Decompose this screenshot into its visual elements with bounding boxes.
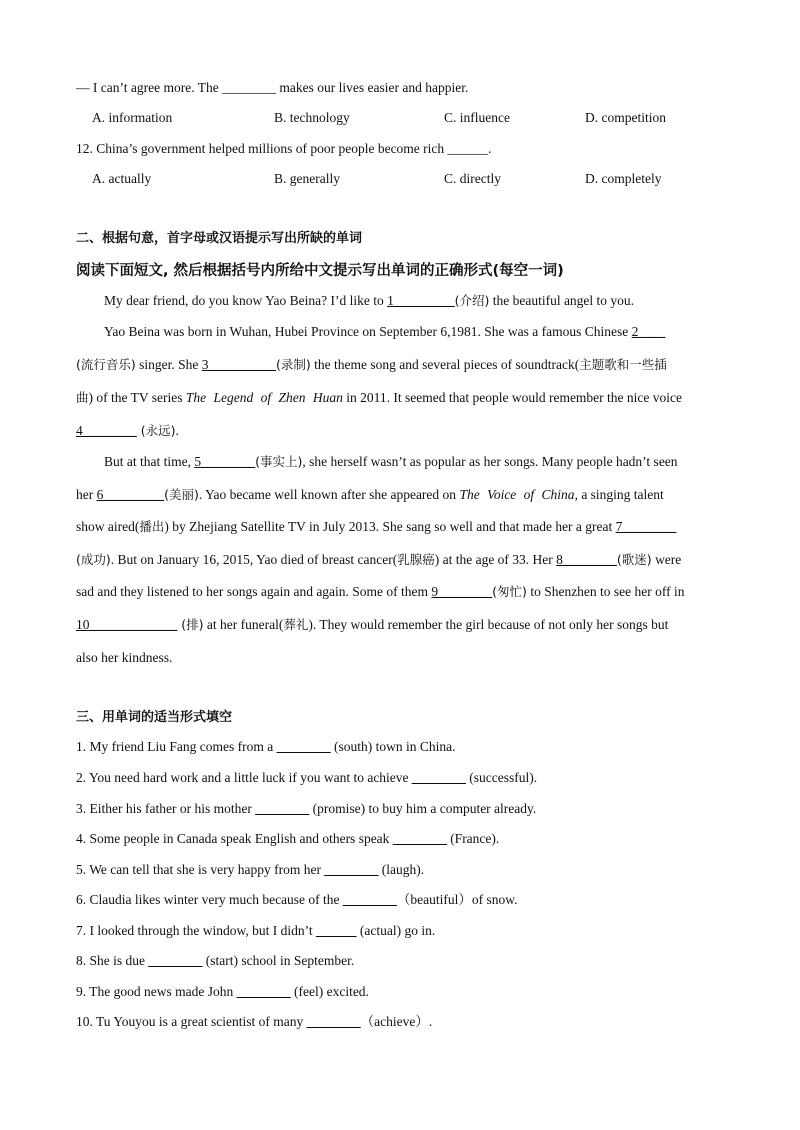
q12-option-a: A. actually [92,171,152,186]
item-hint: (actual) go in. [356,923,436,938]
hint-3c: 曲 [76,390,89,405]
item-blank[interactable]: ________ [411,770,466,785]
exercise-item-8 [76,952,354,970]
q11-option-c: C. influence [444,110,510,125]
passage-line-11 [76,616,668,634]
item-hint: (start) school in September. [202,953,355,968]
passage-text: . But on January 16, 2015, Yao died of breast cancer( [110,552,398,567]
passage-text: the theme song and several pieces of soundtrack( [310,357,580,372]
item-blank[interactable]: ________ [392,831,447,846]
passage-text: But at that time, [104,454,195,469]
item-prompt: 7. I looked through the window, but I didn’t [76,923,316,938]
hint-5: (事实上) [255,454,303,469]
item-hint: (France). [446,831,500,846]
q12-option-d: D. completely [585,171,662,186]
passage-text: ). They would remember the girl because of not only her songs but [308,617,669,632]
q11-option-d: D. competition [585,110,666,125]
q11-option-a: A. information [92,110,173,125]
item-hint: (south) town in China. [330,739,456,754]
item-blank[interactable]: ________ [236,984,291,999]
item-prompt: 10. Tu Youyou is a great scientist of many [76,1014,307,1029]
section2-subheading: 阅读下面短文, 然后根据括号内所给中文提示写出单词的正确形式(每空一词) [76,263,564,279]
passage-text: in 2011. It seemed that people would remember the nice voice [342,390,683,405]
item-hint: (laugh). [378,862,425,877]
exercise-item-9 [76,983,369,1001]
passage-text: were [651,552,682,567]
hint-10: (排) [177,617,204,632]
blank-2[interactable]: 2____ [631,324,666,339]
passage-line-3 [76,356,667,374]
section3-heading: 三、用单词的适当形式填空 [76,710,233,725]
item-prompt: 8. She is due [76,953,149,968]
hint-8: (歌迷) [616,552,652,567]
blank-9[interactable]: 9________ [431,584,493,599]
exercise-item-4 [76,830,499,848]
hint-3: (录制) [276,357,311,372]
passage-text: ) of the TV series [88,390,186,405]
passage-text: . [175,423,179,438]
passage-line-8 [76,518,676,536]
passage-line-9 [76,551,681,569]
section2-heading: 二、根据句意，首字母或汉语提示写出所缺的单词 [76,231,363,246]
hint-cancer: 乳腺癌 [397,552,435,567]
passage-line-2 [104,323,665,341]
blank-6[interactable]: 6_________ [96,487,165,502]
item-blank[interactable]: ________ [306,1014,361,1029]
item-blank[interactable]: ________ [324,862,379,877]
blank-5[interactable]: 5________ [194,454,256,469]
item-hint: （beautiful）of snow. [396,892,518,907]
passage-line-10 [76,583,685,601]
show-title: The Voice of China [459,487,575,502]
blank-1[interactable]: 1_________ [387,293,455,308]
passage-line-5 [76,422,179,440]
blank-10[interactable]: 10_____________ [76,617,178,632]
item-hint: (successful). [465,770,538,785]
hint-aired: 播出 [139,519,165,534]
passage-text: show aired( [76,519,140,534]
passage-line-4 [76,389,682,407]
exercise-item-5 [76,861,424,879]
hint-2: (流行音乐) [76,357,136,372]
hint-6: (美丽) [164,487,199,502]
item-blank[interactable]: ______ [315,923,357,938]
item-blank[interactable]: ________ [276,739,331,754]
blank-4[interactable]: 4________ [76,423,137,438]
item-prompt: 2. You need hard work and a little luck if you want to achieve [76,770,412,785]
passage-line-1 [104,292,634,310]
item-hint: (promise) to buy him a computer already. [309,801,537,816]
blank-7[interactable]: 7________ [615,519,677,534]
hint-7: (成功) [76,552,111,567]
item-blank[interactable]: ________ [148,953,203,968]
q12-option-c: C. directly [444,171,501,186]
passage-text: the beautiful angel to you. [489,293,635,308]
passage-text: to Shenzhen to see her off in [526,584,685,599]
passage-text: her [76,487,97,502]
hint-funeral: 葬礼 [283,617,309,632]
item-prompt: 6. Claudia likes winter very much because of the [76,892,343,907]
item-prompt: 9. The good news made John [76,984,237,999]
blank-8[interactable]: 8________ [556,552,617,567]
exercise-item-3 [76,800,536,818]
passage-text: ) by Zhejiang Satellite TV in July 2013. She sang so well and that made her a great [164,519,616,534]
item-prompt: 4. Some people in Canada speak English and others speak [76,831,393,846]
exercise-item-10 [76,1013,432,1031]
hint-1: (介绍) [454,293,490,308]
item-hint: （achieve）. [360,1014,433,1029]
passage-text: ) at the age of 33. Her [434,552,557,567]
passage-text: singer. She [135,357,202,372]
q12-option-b: B. generally [274,171,340,186]
tv-series-title: The Legend of Zhen Huan [185,390,343,405]
item-blank[interactable]: ________ [255,801,310,816]
hint-3b: 主题歌和一些插 [579,357,667,372]
passage-line-12: also her kindness. [76,650,173,665]
exercise-item-6 [76,891,518,909]
passage-text: sad and they listened to her songs again and again. Some of them [76,584,432,599]
item-prompt: 5. We can tell that she is very happy from her [76,862,325,877]
passage-text: My dear friend, do you know Yao Beina? I’d like to [104,293,388,308]
item-blank[interactable]: ________ [342,892,397,907]
passage-text: , she herself wasn’t as popular as her songs. Many people hadn’t seen [302,454,678,469]
q11-option-b: B. technology [274,110,350,125]
passage-text: Yao Beina was born in Wuhan, Hubei Province on September 6,1981. She was a famous Chinese [104,324,632,339]
passage-line-7 [76,486,664,504]
item-hint: (feel) excited. [290,984,369,999]
blank-3[interactable]: 3__________ [201,357,277,372]
hint-4: (永远) [136,423,176,438]
q11-line: — I can’t agree more. The ________ makes our lives easier and happier. [76,80,469,95]
passage-text: . Yao became well known after she appeared on [198,487,460,502]
exercise-item-7 [76,922,435,940]
passage-line-6 [104,453,678,471]
passage-text: , a singing talent [574,487,664,502]
hint-9: (匆忙) [492,584,527,599]
exercise-item-1 [76,738,455,756]
q12-line: 12. China’s government helped millions of poor people become rich ______. [76,141,492,156]
item-prompt: 1. My friend Liu Fang comes from a [76,739,277,754]
item-prompt: 3. Either his father or his mother [76,801,256,816]
exercise-item-2 [76,769,537,787]
passage-text: at her funeral( [203,617,284,632]
